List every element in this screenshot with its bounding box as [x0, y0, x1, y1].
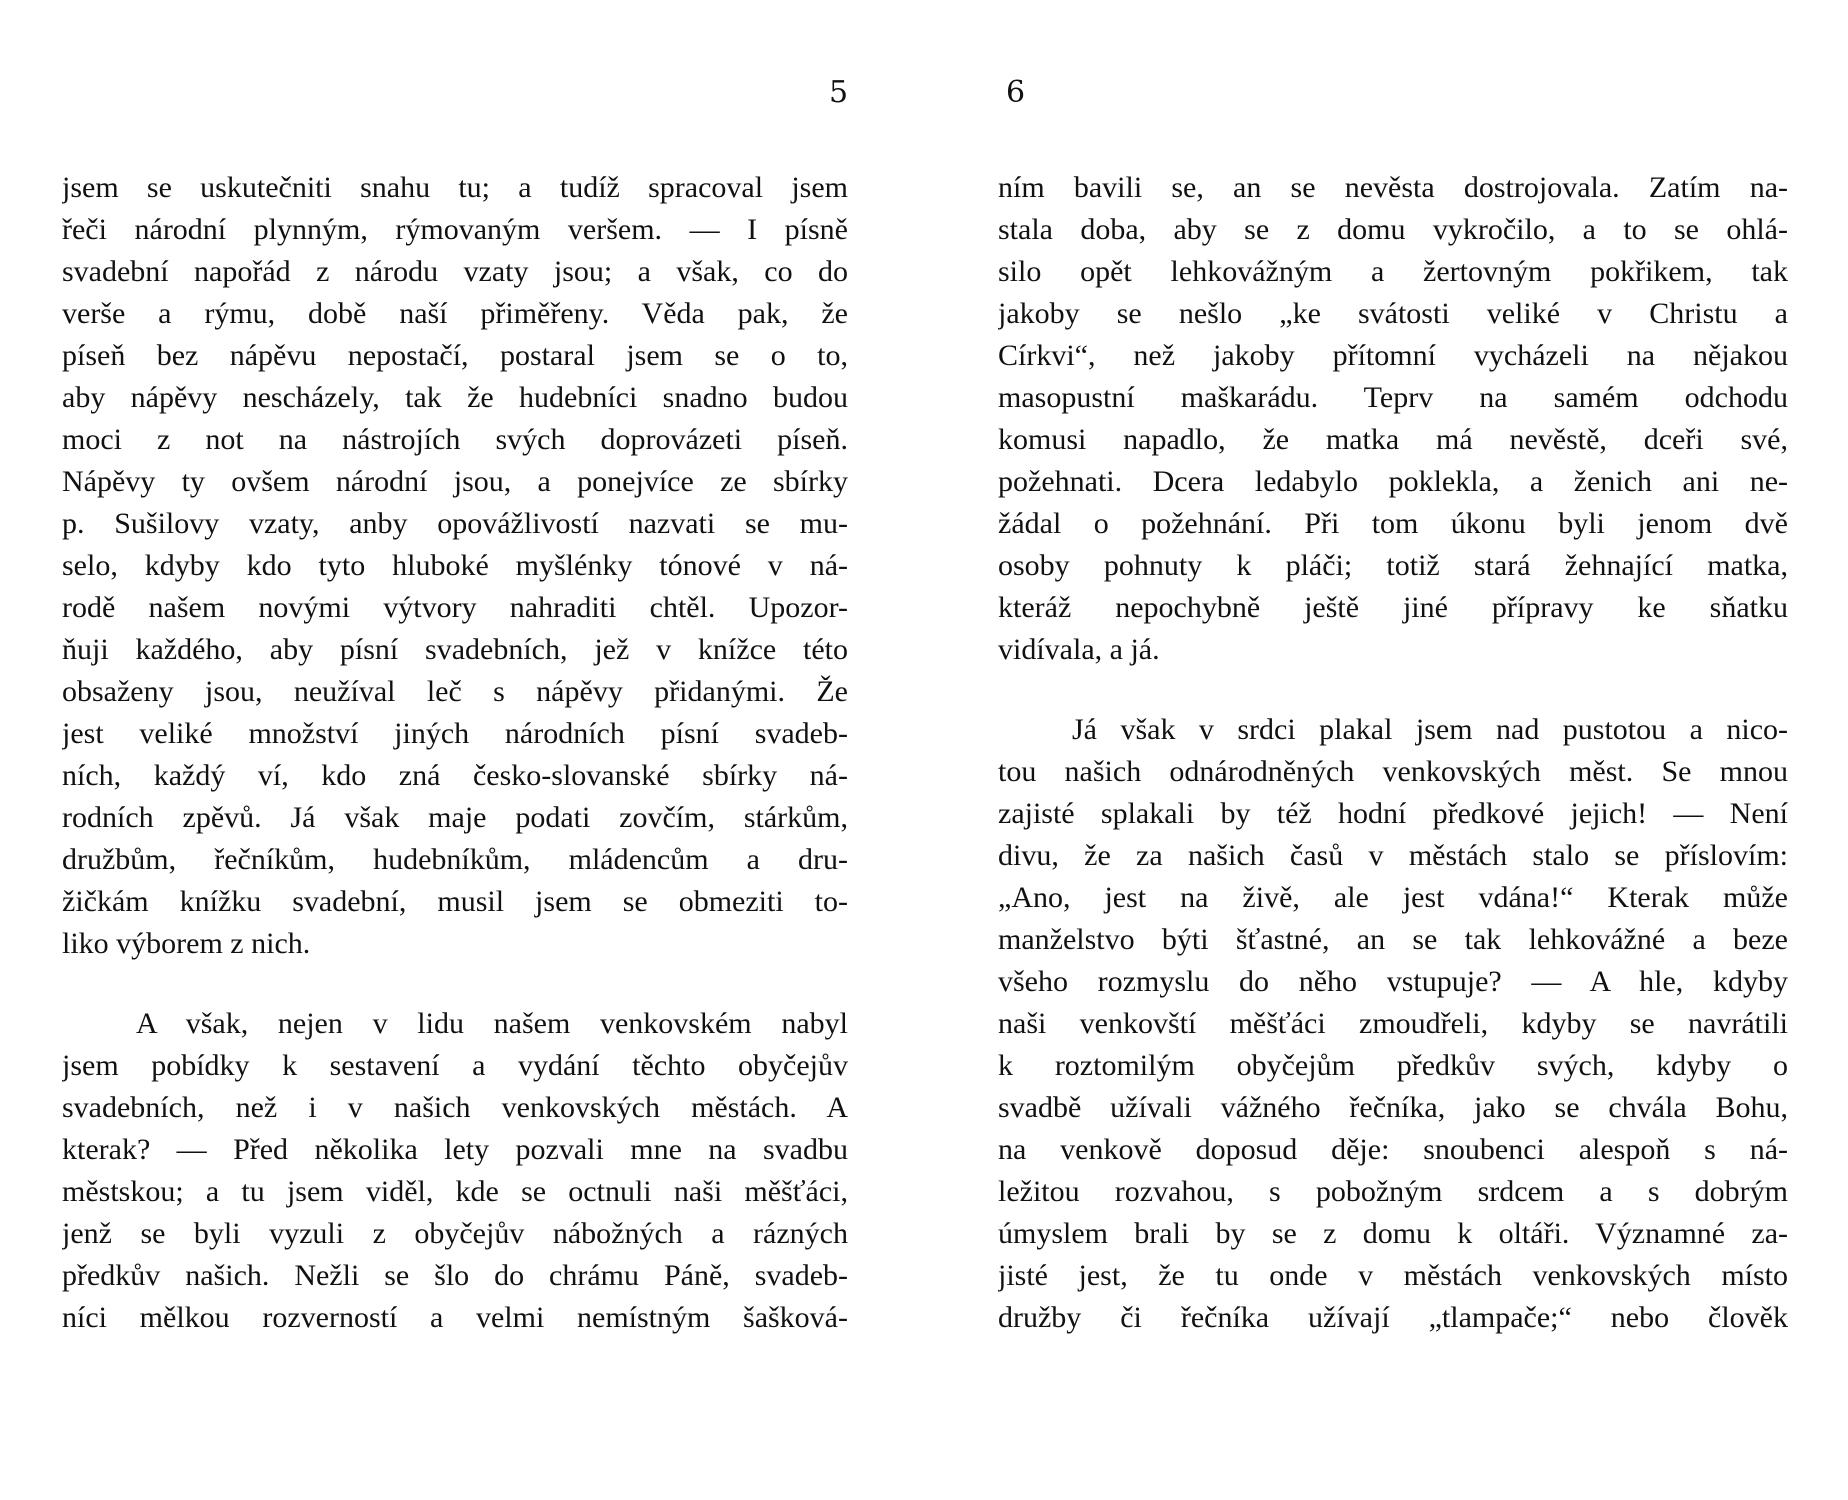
text-line: svadebních, než i v našich venkovských městách. A [62, 1091, 848, 1124]
text-line: městskou; a tu jsem viděl, kde se octnuli naši měšťáci, [62, 1175, 848, 1208]
text-line: úmyslem brali by se z domu k oltáři. Významné za- [998, 1217, 1788, 1250]
text-line: verše a rýmu, době naší přiměřeny. Věda pak, že [62, 297, 848, 330]
text-line: jsem se uskutečniti snahu tu; a tudíž spracoval jsem [62, 171, 848, 204]
paragraph-gap [998, 671, 1788, 709]
text-line: selo, kdyby kdo tyto hluboké myšlénky tónové v ná- [62, 549, 848, 582]
text-line: svadební napořád z národu vzaty jsou; a však, co do [62, 255, 848, 288]
paragraph [62, 167, 848, 965]
page-number-right: 6 [1006, 75, 1026, 110]
text-line: obsaženy jsou, neužíval leč s nápěvy přidanými. Že [62, 675, 848, 708]
text-line: A však, nejen v lidu našem venkovském nabyl [136, 1007, 848, 1040]
text-line: řeči národní plynným, rýmovaným veršem. — I písně [62, 213, 848, 246]
text-line: p. Sušilovy vzaty, anby opovážlivostí nazvati se mu- [62, 507, 848, 540]
text-line: Já však v srdci plakal jsem nad pustotou a nico- [1072, 713, 1788, 746]
text-line: jisté jest, že tu onde v městách venkovských místo [998, 1259, 1788, 1292]
paragraph [998, 709, 1788, 1339]
text-line: předkův našich. Nežli se šlo do chrámu Páně, svadeb- [62, 1259, 848, 1292]
text-line: ležitou rozvahou, s pobožným srdcem a s dobrým [998, 1175, 1788, 1208]
text-line: žičkám knížku svadební, musil jsem se obmeziti to- [62, 885, 848, 918]
text-line: žádal o požehnání. Při tom úkonu byli jenom dvě [998, 507, 1788, 540]
text-line: na venkově doposud děje: snoubenci alespoň s ná- [998, 1133, 1788, 1166]
text-line: manželstvo býti šťastné, an se tak lehkovážné a beze [998, 923, 1788, 956]
text-line: svadbě užívali vážného řečníka, jako se chvála Bohu, [998, 1091, 1788, 1124]
text-line: níci mělkou rozverností a velmi nemístným šašková- [62, 1301, 848, 1334]
right-page-text [998, 167, 1788, 1339]
text-line: družby či řečníka užívají „tlampače;“ nebo člověk [998, 1301, 1788, 1334]
text-line: jsem pobídky k sestavení a vydání těchto obyčejův [62, 1049, 848, 1082]
text-line: píseň bez nápěvu nepostačí, postaral jsem se o to, [62, 339, 848, 372]
text-line: vidívala, a já. [998, 633, 1160, 666]
page-number-left: 5 [829, 75, 849, 110]
text-line: moci z not na nástrojích svých doprovázeti píseň. [62, 423, 848, 456]
text-line: stala doba, aby se z domu vykročilo, a to se ohlá- [998, 213, 1788, 246]
text-line: jakoby se nešlo „ke svátosti veliké v Christu a [998, 297, 1788, 330]
text-line: ním bavili se, an se nevěsta dostrojovala. Zatím na- [998, 171, 1788, 204]
text-line: Nápěvy ty ovšem národní jsou, a ponejvíce ze sbírky [62, 465, 848, 498]
text-line: k roztomilým obyčejům předkův svých, kdyby o [998, 1049, 1788, 1082]
text-line: jest veliké množství jiných národních písní svadeb- [62, 717, 848, 750]
text-line: Církvi“, než jakoby přítomní vycházeli na nějakou [998, 339, 1788, 372]
text-line: kterak? — Před několika lety pozvali mne na svadbu [62, 1133, 848, 1166]
text-line: liko výborem z nich. [62, 927, 311, 960]
text-line: ňuji každého, aby písní svadebních, jež v knížce této [62, 633, 848, 666]
text-line: zajisté splakali by též hodní předkové jejich! — Není [998, 797, 1788, 830]
text-line: osoby pohnuty k pláči; totiž stará žehnající matka, [998, 549, 1788, 582]
text-line: družbům, řečníkům, hudebníkům, mládencům a dru- [62, 843, 848, 876]
text-line: masopustní maškarádu. Teprv na samém odchodu [998, 381, 1788, 414]
text-line: požehnati. Dcera ledabylo poklekla, a ženich ani ne- [998, 465, 1788, 498]
text-line: ních, každý ví, kdo zná česko-slovanské sbírky ná- [62, 759, 848, 792]
text-line: aby nápěvy nescházely, tak že hudebníci snadno budou [62, 381, 848, 414]
text-line: rodě našem novými výtvory nahraditi chtěl. Upozor- [62, 591, 848, 624]
text-line: všeho rozmyslu do něho vstupuje? — A hle, kdyby [998, 965, 1788, 998]
text-line: silo opět lehkovážným a žertovným pokřikem, tak [998, 255, 1788, 288]
text-line: jenž se byli vyzuli z obyčejův nábožných a rázných [62, 1217, 848, 1250]
text-line: kteráž nepochybně ještě jiné přípravy ke sňatku [998, 591, 1788, 624]
text-line: naši venkovští měšťáci zmoudřeli, kdyby se navrátili [998, 1007, 1788, 1040]
text-line: komusi napadlo, že matka má nevěstě, dceři své, [998, 423, 1788, 456]
text-line: divu, že za našich časů v městách stalo se příslovím: [998, 839, 1788, 872]
text-line: „Ano, jest na živě, ale jest vdána!“ Kterak může [998, 881, 1788, 914]
paragraph-gap [62, 965, 848, 1003]
paragraph [998, 167, 1788, 671]
left-page-text [62, 167, 848, 1339]
paragraph [62, 1003, 848, 1339]
text-line: rodních zpěvů. Já však maje podati zovčím, stárkům, [62, 801, 848, 834]
text-line: tou našich odnárodněných venkovských měst. Se mnou [998, 755, 1788, 788]
